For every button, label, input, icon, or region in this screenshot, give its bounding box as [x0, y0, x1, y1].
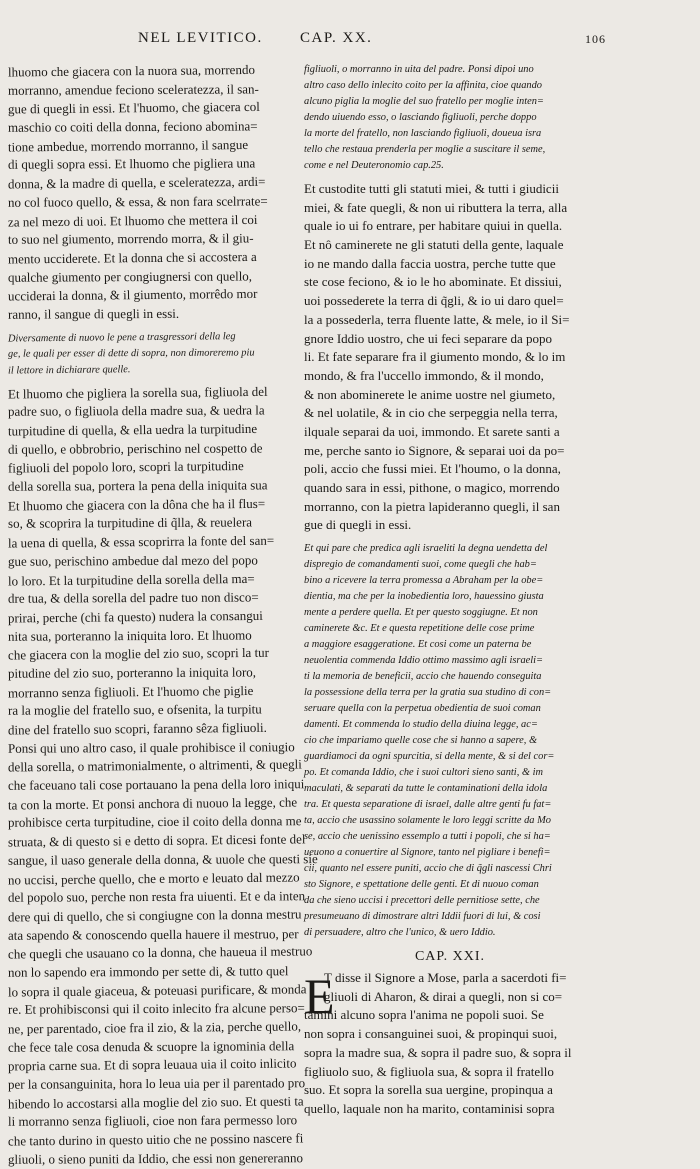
text-line: Et custodite tutti gli statuti miei, & tutti i giudicii	[304, 181, 559, 196]
text-line: neuolentia commenda Iddio ottimo massimo agli israeli=	[304, 655, 544, 667]
text-line: gliuoli, o sieno puniti da Iddio, che essi non genereranno	[7, 1150, 304, 1167]
text-line: tamini alcuno sopra l'anima ne popoli suoi. Se	[304, 1007, 544, 1023]
text-line: poli, accio che fussi miei. Et l'houmo, o la donna,	[304, 461, 561, 477]
commentary-continued	[304, 62, 596, 174]
text-line: donna, & la madre di quella, e sceleratezza, ardi=	[7, 173, 266, 192]
text-line: me, perche santo io Signore, & separai uoi da po=	[304, 442, 565, 458]
text-line: figliuoli, o morranno in uita del padre. Ponsi dipoi uno	[304, 64, 534, 75]
text-line: lhuomo che giacera con la nuora sua, morrendo	[7, 61, 255, 80]
text-line: tione ambedue, morrendo morranno, il sangue	[7, 136, 249, 155]
text-line: lo sopra il quale giaceua, & poteuasi purificare, & monda	[7, 981, 307, 1000]
text-line: da che sieno uccisi i precettori delle pernitiose sette, che	[304, 895, 540, 907]
text-line: re. Et prohibisconsi qui il coito inlecito fra alcune perso=	[7, 1000, 305, 1018]
text-line: di persuadere, altro che l'unico, & uero Iddio.	[304, 927, 496, 939]
text-line: ranno, il sangue di quegli in essi.	[7, 305, 180, 322]
text-line: mondo, & fra l'uccello immondo, & il mondo,	[304, 367, 544, 383]
text-line: hibendo lo accostarsi alla moglie del zio suo. Et questi ta	[7, 1093, 304, 1112]
text-line: ti la memoria de beneficii, accio che hauendo conseguita	[304, 671, 542, 683]
text-line: gliuoli di Aharon, & dirai a quegli, non si co=	[324, 988, 563, 1004]
text-line: seruare quella con la perpetua obedientia de suoi coman	[304, 703, 541, 715]
text-line: maculati, & separati da tutte le contaminationi della idola	[304, 783, 548, 795]
text-line: Et nô caminerete ne gli statuti della gente, laquale	[304, 237, 564, 253]
text-line: morranno, con la pietra lapideranno quegli, il san	[304, 498, 560, 514]
text-line: Diversamente di nuovo le pene a trasgressori della leg	[7, 330, 236, 345]
text-line: quale io ui fo entrare, per habitare quiui in quella.	[304, 218, 563, 234]
commentary-note	[8, 330, 295, 378]
text-line: il lettore in dichiarare quelle.	[7, 363, 131, 377]
text-line: gue di quegli in essi. Et l'huomo, che giacera col	[7, 99, 260, 117]
text-line: io ne mando dalla faccia uostra, perche tutte que	[304, 255, 556, 271]
text-line: che tanto durino in questo uitio che ne possino nascere fi	[7, 1130, 304, 1149]
text-line: sto Signore, e spettatione delle genti. Et di nuouo coman	[304, 879, 539, 891]
text-line: dine del fratello suo scopri, faranno sêza figliuoli.	[7, 719, 267, 738]
text-line: figliuolo suo, & figliuola sua, & sopra il fratello	[304, 1063, 554, 1079]
text-line: padre suo, o figliuola della madre sua, & uedra la	[7, 402, 265, 420]
text-line: guardiamoci da ogni spurcitia, si della mente, & si del cor=	[304, 751, 555, 763]
text-line: della sorella sua, portera la pena della iniquita sua	[7, 477, 268, 494]
text-line: za nel mezo di uoi. Et lhuomo che mettera il coi	[7, 211, 258, 230]
scripture-block	[304, 180, 596, 535]
text-block-main	[8, 62, 295, 324]
text-line: che giacera con la moglie del zio suo, scopri la tur	[7, 645, 270, 663]
running-head: NEL LEVITICO.	[138, 30, 263, 46]
text-line: cii, quanto nel essere puniti, accio che di q̃gli nascessi Chri	[304, 863, 552, 875]
text-line: T disse il Signore a Mose, parla a sacerdoti fi=	[324, 970, 567, 986]
text-line: figliuoli del popolo loro, scopri la turpitudine	[7, 458, 244, 476]
text-line: ne, per parentado, cioe fra il zio, & la zia, perche quello,	[7, 1018, 302, 1037]
text-line: nita sua, porteranno la iniquita loro. Et lhuomo	[7, 627, 252, 644]
text-line: no col fuoco quello, & essa, & non fara scelrrate=	[7, 193, 268, 210]
text-line: ata sapendo & conoscendo quella hauere il mestruo, per	[7, 925, 299, 943]
text-line: tello che restaua prenderla per moglie a suscitare il seme,	[304, 144, 546, 155]
text-line: turpitudine di quella, & ella uedra la turpitudine	[7, 420, 258, 439]
text-line: la uena di quella, & essa scoprirra la fonte del san=	[7, 532, 275, 551]
chapter-21-text	[304, 969, 596, 1119]
text-line: ueuono a conuertire al Signore, tanto nel pigliare i benefi=	[304, 847, 551, 859]
text-line: Et lhuomo che giacera con la dôna che ha il flus=	[7, 495, 266, 514]
text-line: pitudine del zio suo, porteranno la iniquita loro,	[7, 664, 257, 681]
text-line: sopra la madre sua, & sopra il padre suo, & sopra il	[304, 1044, 572, 1060]
text-line: to suo nel giumento, morrendo morra, & il giu-	[7, 230, 254, 247]
text-line: che faceuano tali cose portauano la pena della loro iniqui	[7, 776, 305, 793]
text-line: ta con la morte. Et ponsi anchora di nuouo la legge, che	[7, 794, 298, 813]
text-line: prohibisce certa turpitudine, cioe il coito della donna me	[7, 813, 302, 831]
commentary-block	[304, 541, 596, 941]
text-line: non lo sapendo era immondo per sette di, & tutto quel	[7, 963, 289, 980]
text-line: struata, & di questo si e detto di sopra. Et dicesi fonte del	[7, 831, 306, 850]
text-line: li morranno senza figliuoli, cioe non fara permesso loro	[7, 1112, 298, 1130]
chapter-21-heading: CAP. XXI.	[414, 949, 486, 965]
chapter-heading: CAP. XX.	[300, 30, 373, 46]
text-line: po. Et comanda Iddio, che i suoi cultori sieno santi, & im	[304, 767, 543, 779]
text-line: mento ucciderete. Et la donna che si accostera a	[7, 248, 257, 267]
text-line: presumeuano di dimostrare altri Iddii fuori di lui, & cosi	[304, 911, 541, 923]
text-line: ta, accio che usassino solamente le loro leggi scritte da Mo	[304, 815, 551, 827]
text-line: la morte del fratello, non lasciando figliuoli, doueua isra	[304, 128, 542, 139]
left-column	[7, 61, 318, 1167]
text-line: dientia, ma che per la inobedientia loro, hauessino giusta	[304, 591, 544, 603]
text-line: alcuno piglia la moglie del suo fratello per moglie inten=	[304, 96, 544, 107]
text-line: del popolo suo, perche non resta fra uiuenti. Et e da inten	[7, 888, 306, 905]
text-line: a maggiore esaggeratione. Et cosi come un paterna be	[304, 639, 532, 651]
text-line: di quello, e obbrobrio, perischino nel cospetto de	[7, 440, 263, 457]
chapter-21-opening	[304, 969, 596, 1119]
text-line: miei, & fate quegli, & non ui ributtera la terra, alla	[304, 199, 568, 215]
text-line: di quegli sopra essi. Et lhuomo che pigliera una	[7, 155, 256, 173]
text-line: tra. Et questa separatione di israel, dalle altre genti fu fat=	[304, 799, 552, 811]
drop-cap: E	[304, 968, 335, 1025]
text-line: no uccisi, perche quello, che e morto e leuato dal mezzo	[7, 868, 300, 888]
text-line: quello, laquale non ha marito, contaminisi sopra	[304, 1100, 555, 1116]
text-line: gue suo, perischino ambedue dal mezo del popo	[7, 552, 258, 569]
text-line: qualche giumento per congiugnersi con quello,	[7, 268, 253, 285]
text-line: uoi possederete la terra di q̃gli, & io ui daro quel=	[304, 293, 564, 309]
text-line: lo loro. Et la turpitudine della sorella della ma=	[7, 570, 255, 589]
text-line: Et lhuomo che pigliera la sorella sua, figliuola del	[7, 383, 268, 402]
text-line: gnore Iddio uostro, che ui feci separare da popo	[304, 330, 552, 346]
text-line: dere qui di quello, che si congiugne con la donna mestru	[7, 906, 302, 925]
text-line: ge, le quali per esser di dette di sopra, non dimoreremo piu	[7, 347, 255, 360]
text-line: caminerete &c. Et e questa repetitione delle cose prime	[304, 623, 535, 635]
text-line: dre tua, & della sorella del padre tuo non disco=	[7, 589, 259, 606]
text-line: che quegli che usauano co la donna, che haueua il mestruo	[7, 943, 313, 962]
text-line: ste cose feciono, & io le ho abominate. Et dissiui,	[304, 274, 562, 290]
text-line: mente a perdere quella. Et per questo soggiugne. Et non	[304, 607, 538, 619]
text-line: ra la moglie del fratello suo, e ofsenita, la turpitu	[7, 701, 262, 719]
text-block-main-2	[7, 383, 318, 1169]
text-line: per la consanguinita, hora lo leua uia per il parentado pro	[7, 1075, 306, 1092]
text-line: li. Et fate separare fra il giumento mondo, & lo im	[304, 349, 566, 365]
text-line: sangue, il uaso generale della donna, & uuole che questi sie	[7, 850, 318, 868]
text-line: prirai, perche (chi fa questo) nudera la consangui	[7, 607, 263, 626]
text-line: damenti. Et commenda lo studio della diuina legge, ac=	[304, 719, 538, 731]
text-line: morranno, amendue feciono sceleratezza, il san-	[7, 81, 259, 98]
text-line: gue di quegli in essi.	[304, 517, 412, 533]
text-line: non sopra i consanguinei suoi, & propinqui suoi,	[304, 1026, 558, 1042]
text-line: Et qui pare che predica agli israeliti la degna uendetta del	[304, 543, 548, 555]
text-line: & non abominerete le anime uostre nel giumeto,	[304, 386, 556, 402]
text-line: bino a ricevere la terra promessa a Abraham per la obe=	[304, 575, 544, 587]
text-line: dendo uiuendo esso, o lasciando figliuoli, perche doppo	[304, 112, 537, 123]
text-line: cio che impariamo quelle cose che si hanno a sapere, &	[304, 735, 538, 747]
page-header	[0, 30, 700, 52]
text-line: che fece tale cosa denuda & scuopre la ignominia della	[7, 1037, 295, 1055]
text-line: come e nel Deuteronomio cap.25.	[304, 160, 444, 171]
text-line: & nel uolatile, & in cio che serpeggia nella terra,	[304, 405, 558, 421]
text-line: so, & scoprira la turpitudine di q̃lla, & reuelera	[7, 514, 253, 532]
text-line: ilquale separai da uoi, immondo. Et sarete santi a	[304, 423, 560, 439]
text-line: la possessione della terra per la gratia sua studino di con=	[304, 687, 552, 699]
text-line: propria carne sua. Et di sopra leuaua uia il coito inlicito	[7, 1055, 297, 1074]
text-line: morranno senza figliuoli. Et l'huomo che piglie	[7, 682, 254, 701]
text-line: se, accio che uenissino essemplo a tutti i popoli, che si ha=	[304, 831, 551, 843]
text-line: dispregio de comandamenti suoi, come quegli che hab=	[304, 559, 537, 571]
text-line: ucciderai la donna, & il giumento, morrêdo mor	[7, 286, 258, 304]
page-number: 106	[585, 32, 606, 46]
text-line: della sorella, o matrimonialmente, o altrimenti, & quegli	[7, 756, 302, 775]
text-line: altro caso dello inlecito coito per la affinita, cioe quando	[304, 80, 542, 91]
text-line: suo. Et sopra la sorella sua uergine, propinqua a	[304, 1082, 553, 1098]
text-line: quando sara in essi, pithone, o magico, morrendo	[304, 480, 560, 495]
text-line: Ponsi qui uno altro caso, il quale prohibisce il coniugio	[7, 738, 295, 756]
text-line: la a possederla, terra fluente latte, & mele, io il Si=	[304, 311, 570, 327]
text-line: maschio co coiti della donna, feciono abomina=	[7, 118, 258, 135]
right-column	[304, 62, 596, 1116]
